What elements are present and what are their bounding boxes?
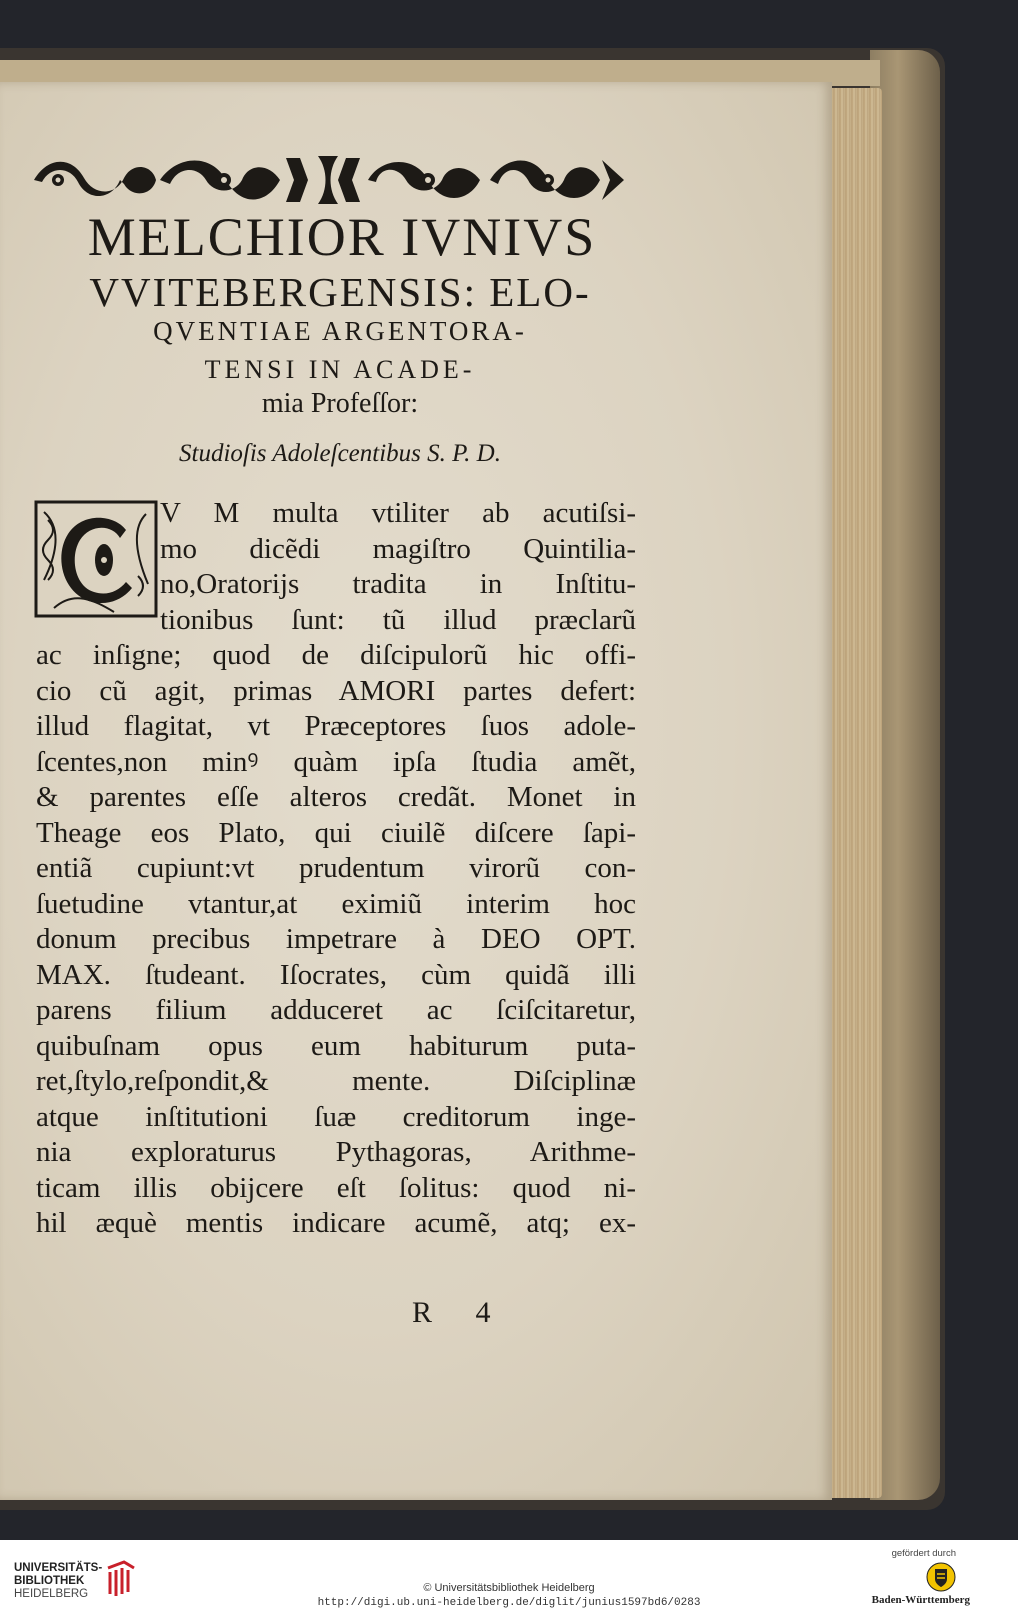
footer-bar (0, 1540, 1018, 1616)
title-line-5: mia Profeſſor: (261, 388, 419, 419)
sponsor-name: Baden-Württemberg (871, 1594, 970, 1606)
body-line: Theage eos Plato, qui ciuilẽ diſcere ſapi- (36, 816, 636, 849)
body-line: nia exploraturus Pythagoras, Arithme- (36, 1136, 636, 1168)
body-line: ac inſigne; quod de diſcipulorũ hic offi- (36, 639, 636, 671)
permalink-url[interactable]: http://digi.ub.uni-heidelberg.de/diglit/junius1597bd6/0283 (317, 1597, 701, 1609)
body-line: atque inſtitutioni ſuæ creditorum inge- (36, 1100, 636, 1133)
body-line: & parentes eſſe alteros credãt. Monet in (36, 781, 636, 813)
title-line-4: TENSI IN ACADE- (204, 355, 476, 384)
body-line: ticam illis obijcere eſt ſolitus: quod ni- (36, 1171, 636, 1204)
body-line: ſcentes,non minꝰ quàm ipſa ſtudia amẽt, (36, 745, 636, 778)
library-name-line-1: UNIVERSITÄTS- (14, 1562, 103, 1574)
body-line: entiã cupiunt:vt prudentum virorũ con- (36, 852, 636, 884)
body-line: tionibus ſunt: tũ illud præclarũ (160, 603, 636, 636)
body-line: donum precibus impetrare à DEO OPT. (36, 923, 636, 955)
title-line-1: MELCHIOR IVNIVS (87, 207, 597, 267)
title-line-2: VVITEBERGENSIS: ELO- (89, 269, 591, 315)
title-line-3: QVENTIAE ARGENTORA- (153, 316, 527, 346)
body-line: illud flagitat, vt Præceptores ſuos adole- (36, 710, 636, 742)
body-line: ſuetudine vtantur,at eximiũ interim hoc (36, 887, 636, 920)
sponsor-label: gefördert durch (891, 1548, 956, 1559)
ornament-band (28, 150, 628, 208)
signature-mark: R 4 (412, 1296, 509, 1329)
body-line: hil æquè mentis indicare acumẽ, atq; ex- (36, 1207, 636, 1239)
library-name-line-2: BIBLIOTHEK (14, 1575, 85, 1587)
body-line: parens filium adduceret ac ſciſcitaretur, (36, 994, 636, 1026)
body-line: V M multa vtiliter ab acutiſsi- (160, 497, 636, 529)
body-line: cio cũ agit, primas AMORI partes defert: (36, 674, 636, 707)
body-line: ret,ſtylo,reſpondit,& mente. Diſciplinæ (36, 1065, 636, 1097)
library-name-line-3: HEIDELBERG (14, 1588, 89, 1600)
body-line: quibuſnam opus eum habiturum puta- (36, 1029, 636, 1062)
state-crest-icon[interactable] (926, 1562, 956, 1592)
dedication-subtitle: Studioſis Adoleſcentibus S. P. D. (179, 440, 501, 467)
body-text (36, 496, 636, 1242)
body-line: mo dicẽdi magiſtro Quintilia- (160, 532, 636, 565)
copyright-text: © Universitätsbibliothek Heidelberg (423, 1582, 595, 1594)
body-line: MAX. ſtudeant. Iſocrates, cùm quidã illi (36, 958, 636, 991)
body-line: no,Oratorijs tradita in Inſtitu- (160, 568, 636, 600)
